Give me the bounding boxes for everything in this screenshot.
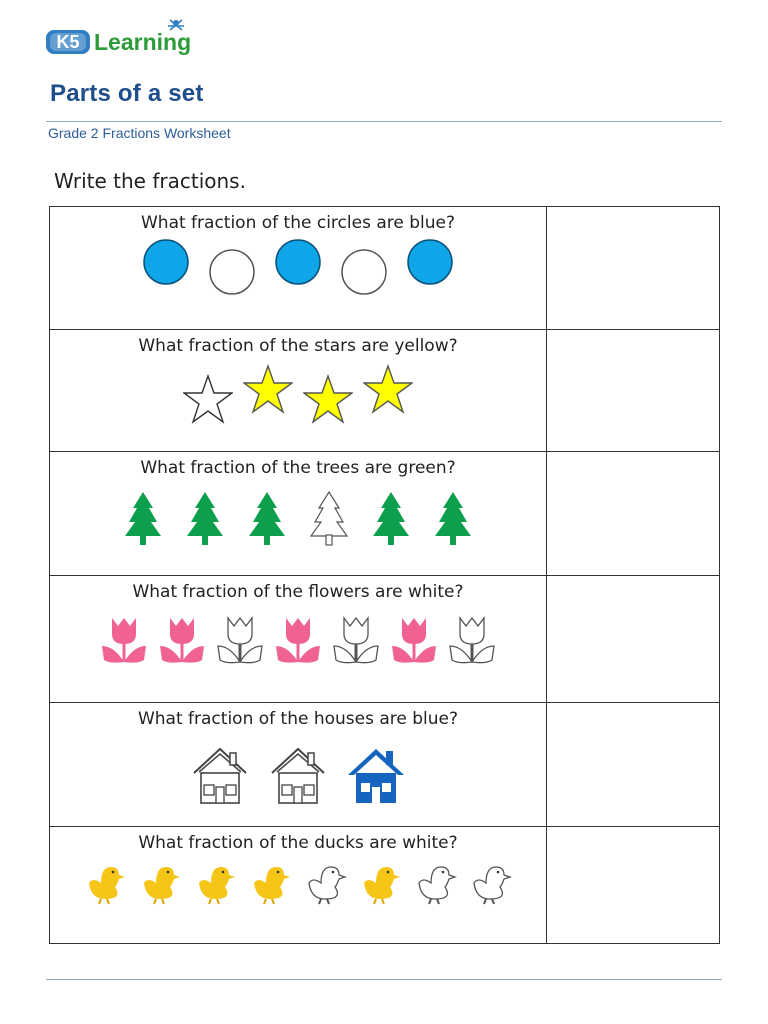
page-title: Parts of a set — [50, 80, 204, 107]
green-tree-icon — [433, 490, 473, 546]
yellow-duck-icon — [195, 861, 237, 905]
blue-circle-icon — [139, 239, 193, 297]
yellow-duck-icon — [140, 861, 182, 905]
question-row — [50, 703, 720, 827]
blue-house-icon — [346, 745, 406, 805]
question-text: What fraction of the stars are yellow? — [138, 336, 458, 356]
blue-circle-icon — [271, 239, 325, 297]
answer-box[interactable] — [547, 452, 720, 576]
answer-box[interactable] — [547, 703, 720, 827]
question-row — [50, 452, 720, 576]
answer-box[interactable] — [547, 330, 720, 452]
footer-divider — [46, 979, 722, 980]
white-duck-icon — [305, 861, 347, 905]
white-circle-icon — [337, 239, 391, 297]
svg-text:Learning: Learning — [94, 29, 192, 55]
white-tree-icon — [309, 490, 349, 546]
yellow-duck-icon — [85, 861, 127, 905]
pink-tulip-icon — [390, 614, 438, 666]
picture-set — [50, 490, 546, 546]
question-cell — [50, 452, 547, 576]
header-divider — [46, 121, 722, 122]
answer-box[interactable] — [547, 827, 720, 944]
picture-set — [50, 239, 546, 297]
picture-set — [50, 745, 546, 805]
white-tulip-icon — [216, 614, 264, 666]
yellow-duck-icon — [360, 861, 402, 905]
question-text: What fraction of the ducks are white? — [138, 833, 458, 853]
white-house-icon — [268, 745, 328, 805]
pink-tulip-icon — [274, 614, 322, 666]
white-tulip-icon — [448, 614, 496, 666]
picture-set — [50, 364, 546, 426]
pink-tulip-icon — [158, 614, 206, 666]
white-tulip-icon — [332, 614, 380, 666]
picture-set — [50, 614, 546, 666]
yellow-star-icon — [243, 364, 293, 426]
k5-learning-logo — [44, 16, 214, 60]
pink-tulip-icon — [100, 614, 148, 666]
white-duck-icon — [470, 861, 512, 905]
answer-box[interactable] — [547, 576, 720, 703]
question-cell — [50, 207, 547, 330]
yellow-star-icon — [303, 364, 353, 426]
question-text: What fraction of the flowers are white? — [132, 582, 464, 602]
worksheet-table — [49, 206, 720, 944]
answer-box[interactable] — [547, 207, 720, 330]
white-duck-icon — [415, 861, 457, 905]
green-tree-icon — [371, 490, 411, 546]
question-cell — [50, 827, 547, 944]
question-cell — [50, 703, 547, 827]
white-house-icon — [190, 745, 250, 805]
picture-set — [50, 861, 546, 905]
question-cell — [50, 576, 547, 703]
question-cell — [50, 330, 547, 452]
page-subtitle: Grade 2 Fractions Worksheet — [48, 125, 231, 141]
green-tree-icon — [185, 490, 225, 546]
white-circle-icon — [205, 239, 259, 297]
green-tree-icon — [247, 490, 287, 546]
question-row — [50, 576, 720, 703]
blue-circle-icon — [403, 239, 457, 297]
question-text: What fraction of the trees are green? — [140, 458, 456, 478]
question-row — [50, 207, 720, 330]
yellow-duck-icon — [250, 861, 292, 905]
white-star-icon — [183, 364, 233, 426]
question-text: What fraction of the houses are blue? — [137, 709, 459, 729]
instruction-text: Write the fractions. — [54, 169, 246, 193]
question-row — [50, 330, 720, 452]
question-text: What fraction of the circles are blue? — [140, 213, 455, 233]
svg-text:K5: K5 — [56, 32, 80, 52]
green-tree-icon — [123, 490, 163, 546]
question-row — [50, 827, 720, 944]
yellow-star-icon — [363, 364, 413, 426]
